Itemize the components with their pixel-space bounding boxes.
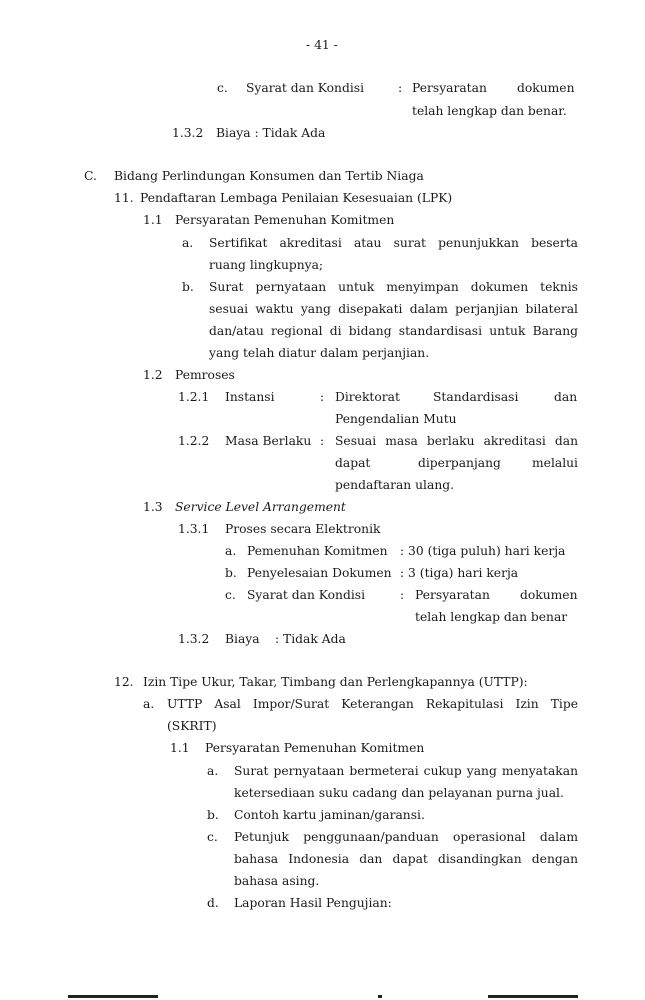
sla-item-value: : 3 (tiga) hari kerja — [400, 566, 519, 580]
paragraph-line: sesuai waktu yang disepakati dalam perjanjian bilateral — [209, 302, 578, 316]
sla-value-word: dokumen — [517, 81, 575, 95]
section-label: C. — [84, 169, 97, 183]
field-label: Biaya — [225, 632, 260, 646]
paragraph-line: Laporan Hasil Pengujian: — [234, 896, 392, 910]
field-value-line: Sesuai masa berlaku akreditasi dan — [335, 434, 578, 448]
field-label: Instansi — [225, 390, 275, 404]
list-label: d. — [207, 896, 219, 910]
item-title: Izin Tipe Ukur, Takar, Timbang dan Perlengkapannya (UTTP): — [143, 675, 528, 689]
scan-edge-mark — [378, 995, 382, 998]
list-label: b. — [182, 280, 194, 294]
subsection-title: Pemroses — [175, 368, 235, 382]
scan-edge-mark — [68, 995, 158, 998]
field-value-word: diperpanjang — [418, 456, 501, 470]
sla-item-title: Syarat dan Kondisi — [247, 588, 366, 602]
field-value-line: Pengendalian Mutu — [335, 412, 457, 426]
field-value-word: melalui — [532, 456, 578, 470]
colon: : — [398, 81, 403, 95]
section-number: 1.3.2 — [178, 632, 210, 646]
sla-value-word: Persyaratan — [412, 81, 487, 95]
colon: : — [400, 588, 405, 602]
field-value-word: dan — [554, 390, 578, 404]
field-value: : Tidak Ada — [275, 632, 346, 646]
colon: : — [320, 434, 325, 448]
paragraph-line: ketersediaan suku cadang dan pelayanan purna jual. — [234, 786, 564, 800]
sla-value-line: telah lengkap dan benar — [415, 610, 568, 624]
section-title: Bidang Perlindungan Konsumen dan Tertib Niaga — [114, 169, 424, 183]
paragraph-line: Surat pernyataan bermeterai cukup yang menyatakan — [234, 764, 578, 778]
sla-value-word: dokumen — [520, 588, 578, 602]
section-number: 1.3.1 — [178, 522, 210, 536]
subsection-title: Service Level Arrangement — [175, 500, 346, 514]
sla-value-line: telah lengkap dan benar. — [412, 104, 567, 118]
section-number: 1.3.2 — [172, 126, 204, 140]
list-label: c. — [217, 81, 228, 95]
section-number: 1.2.2 — [178, 434, 210, 448]
paragraph-line: Petunjuk penggunaan/panduan operasional dalam — [234, 830, 578, 844]
field-label: Masa Berlaku — [225, 434, 312, 448]
field-value-word: dapat — [335, 456, 371, 470]
list-label: a. — [143, 697, 155, 711]
list-label: a. — [225, 544, 237, 558]
subsection-number: 1.2 — [143, 368, 163, 382]
paragraph-line: yang telah diatur dalam perjanjian. — [209, 346, 430, 360]
field-value-word: Direktorat — [335, 390, 400, 404]
sla-item-title: Syarat dan Kondisi — [246, 81, 365, 95]
paragraph-line: (SKRIT) — [167, 719, 217, 733]
subsection-title: Proses secara Elektronik — [225, 522, 381, 536]
biaya-line: Biaya : Tidak Ada — [216, 126, 326, 140]
item-number: 12. — [114, 675, 134, 689]
paragraph-line: dan/atau regional di bidang standardisasi untuk Barang — [209, 324, 578, 338]
scan-edge-mark — [488, 995, 578, 998]
list-label: b. — [207, 808, 219, 822]
sla-item-value: : 30 (tiga puluh) hari kerja — [400, 544, 566, 558]
field-value-word: Standardisasi — [433, 390, 519, 404]
sla-item-title: Pemenuhan Komitmen — [247, 544, 388, 558]
subsection-number: 1.1 — [143, 213, 163, 227]
list-label: c. — [207, 830, 218, 844]
sla-value-word: Persyaratan — [415, 588, 490, 602]
subsection-title: Persyaratan Pemenuhan Komitmen — [175, 213, 395, 227]
item-number: 11. — [114, 191, 134, 205]
paragraph-line: UTTP Asal Impor/Surat Keterangan Rekapitulasi Izin Tipe — [167, 697, 578, 711]
subsection-title: Persyaratan Pemenuhan Komitmen — [205, 741, 425, 755]
list-label: a. — [207, 764, 219, 778]
paragraph-line: bahasa Indonesia dan dapat disandingkan dengan — [234, 852, 578, 866]
list-label: c. — [225, 588, 236, 602]
paragraph-line: bahasa asing. — [234, 874, 320, 888]
paragraph-line: Surat pernyataan untuk menyimpan dokumen teknis — [209, 280, 578, 294]
sla-item-title: Penyelesaian Dokumen — [247, 566, 392, 580]
page-number: - 41 - — [306, 38, 338, 52]
subsection-number: 1.3 — [143, 500, 163, 514]
paragraph-line: Contoh kartu jaminan/garansi. — [234, 808, 425, 822]
list-label: b. — [225, 566, 237, 580]
list-label: a. — [182, 236, 194, 250]
item-title: Pendaftaran Lembaga Penilaian Kesesuaian (LPK) — [140, 191, 453, 205]
colon: : — [320, 390, 325, 404]
paragraph-line: Sertifikat akreditasi atau surat penunjukkan beserta — [209, 236, 578, 250]
field-value-line: pendaftaran ulang. — [335, 478, 455, 492]
paragraph-line: ruang lingkupnya; — [209, 258, 324, 272]
section-number: 1.2.1 — [178, 390, 210, 404]
subsection-number: 1.1 — [170, 741, 190, 755]
